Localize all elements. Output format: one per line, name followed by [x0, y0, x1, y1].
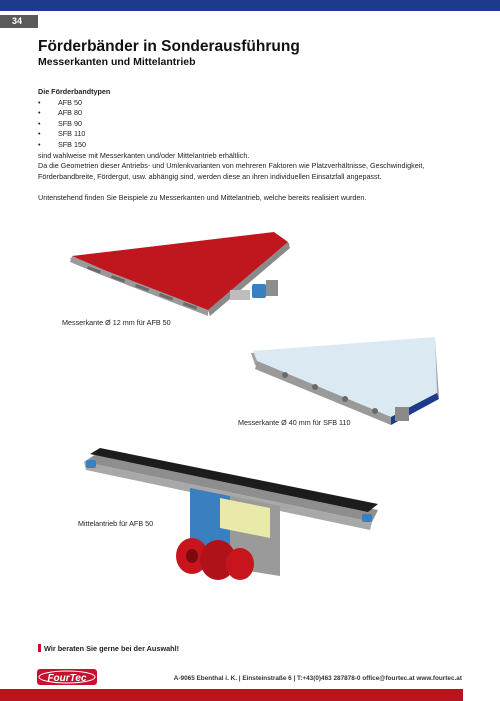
call-to-action: [38, 644, 179, 653]
page-number: 34: [0, 15, 38, 28]
list-item: • AFB 50: [38, 98, 468, 109]
caption-figure-2: Messerkante Ø 40 mm für SFB 110: [238, 418, 351, 427]
caption-figure-3: Mittelantrieb für AFB 50: [78, 519, 154, 528]
list-item: • SFB 150: [38, 140, 468, 151]
logo-text: FourTec: [47, 673, 87, 684]
intro-text: [38, 87, 468, 204]
figure-red-belt-image: [60, 230, 300, 320]
footer-contact: A-9065 Ebenthal i. K. | Einsteinstraße 6 | T:+43(0)463 287878-0 office@fourtec.at www.fourtec.at: [173, 675, 462, 682]
page-title: Förderbänder in Sonderausführung: [38, 38, 300, 55]
bottom-color-bar: [0, 689, 463, 701]
figure-center-drive-image: [80, 448, 380, 588]
paragraph-geometry: Da die Geometrien dieser Antriebs- und Umlenkvarianten von mehreren Faktoren wie Platzverhältnisse, Geschwindigkeit, Förderbandbreite, Fördergut, usw. abhängig sind, werden diese an ihren individuellen Einsatzfall angepasst.: [38, 161, 425, 181]
cta-text: Wir beraten Sie gerne bei der Auswahl!: [44, 644, 180, 653]
paragraph-availability: sind wahlweise mit Messerkanten und/oder Mittelantrieb erhältlich.: [38, 150, 250, 160]
types-list: [38, 98, 468, 151]
caption-figure-1: Messerkante Ø 12 mm für AFB 50: [62, 318, 171, 327]
list-item: • SFB 110: [38, 129, 468, 140]
top-color-bar: [0, 0, 500, 11]
figure-light-belt-image: [245, 337, 440, 427]
paragraph-examples: Untenstehend finden Sie Beispiele zu Messerkanten und Mittelantrieb, welche bereits realisiert wurden.: [38, 192, 367, 202]
types-heading: Die Förderbandtypen: [38, 87, 111, 96]
list-item: • SFB 90: [38, 119, 468, 130]
fourtec-logo: [37, 669, 97, 685]
list-item: • AFB 80: [38, 108, 468, 119]
page-subtitle: Messerkanten und Mittelantrieb: [38, 56, 196, 68]
cta-marker-icon: [38, 644, 41, 652]
